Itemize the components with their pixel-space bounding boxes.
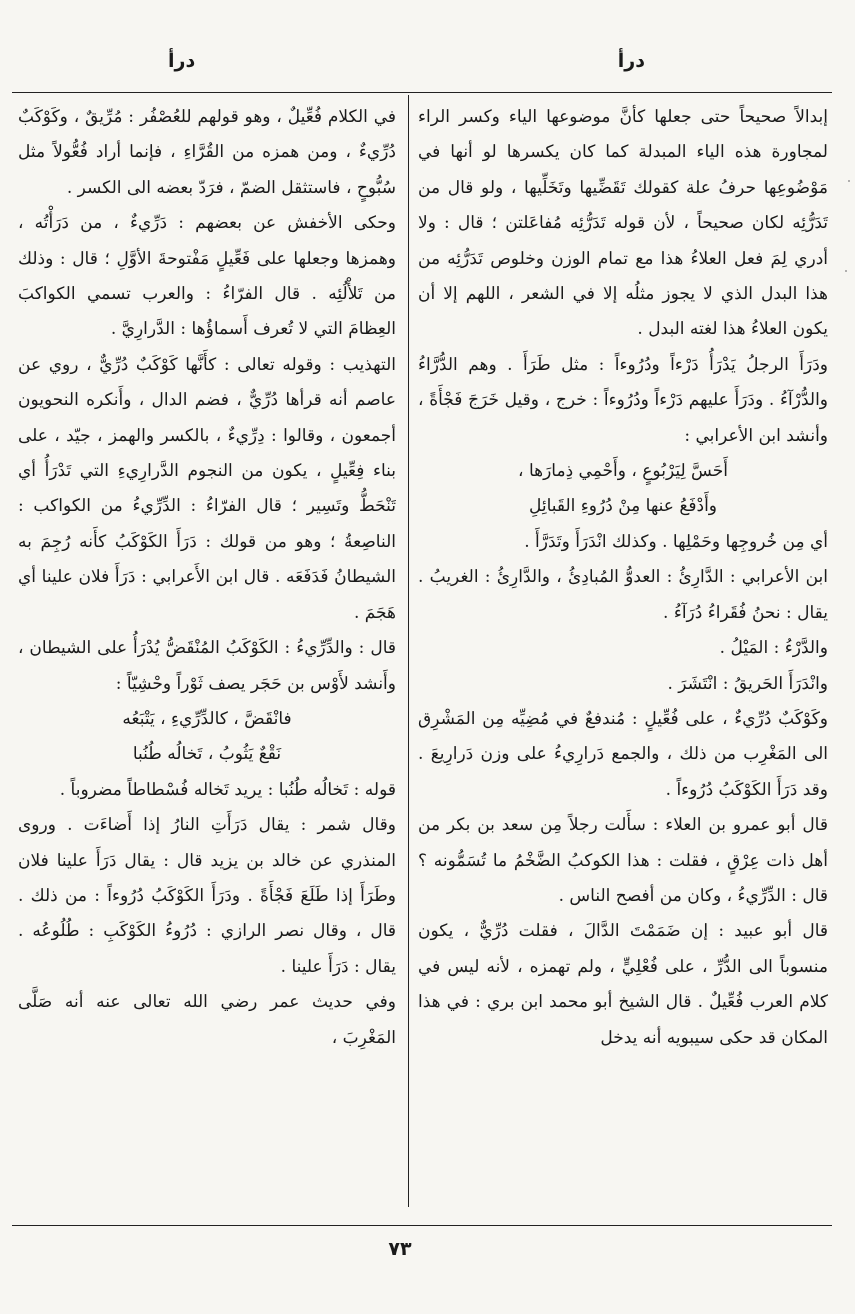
paragraph: في الكلام فُعِّيلٌ ، وهو قولهم للعُصْفُر : مُرِّيقٌ ، وكَوْكَبٌ دُرِّيءٌ ، ومن همزه من القُرَّاءِ ، فإنما أراد فُعُّولاً مثل سُبُّوحٍ ، فاستثقل الضمّ ، فرَدّ بعضه الى الكسر . (18, 107, 396, 198)
paragraph: والدَّرْءُ : المَيْلُ . (719, 638, 828, 659)
verse-line: نَقْعٌ يَثُوبُ ، تَخالُه طُنُبا (132, 744, 282, 765)
header-rule (12, 92, 832, 93)
paragraph: وقال شمر : يقال دَرَأَتِ النارُ إذا أَضاءَت . وروى المنذري عن خالد بن يزيد قال : يقال دَرَأَ علينا فلان وطَرَأَ إذا طَلَعَ فَجْأَةً . ودَرَأَ الكَوْكَبُ دُرُوءاً : من ذلك . قال ، وقال نصر الرازي : دُرُوءُ الكَوْكَبِ : طُلُوعُه . يقال : دَرَأَ علينا . (18, 815, 396, 977)
scan-speck (848, 180, 850, 182)
paragraph: وفي حديث عمر رضي الله تعالى عنه أنه صَلَّى المَغْرِبَ ، (18, 992, 396, 1048)
verse-line: وأَدْفَعُ عنها مِنْ دُرُوءِ القَبائِلِ (528, 496, 718, 517)
paragraph: أي مِن خُروجِها وحَمْلِها . وكذلك انْدَرَأَ وتَدَرَّأَ . (524, 531, 828, 552)
paragraph: التهذيب : وقوله تعالى : كأَنَّها كَوْكَبٌ دُرِّيٌّ ، روي عن عاصم أنه قرأها دُرِّيٌّ ، فضم الدال ، وأَنكره النحويون أجمعون ، وقالوا : دِرِّيءٌ ، بالكسر والهمز ، جيّد ، على بناء فِعِّيلٍ ، يكون من النجوم الدَّرارِيءِ التي تَدْرَأُ أي تَنْحَطُّ وتَسِير ؛ قال الفرّاءُ : الدِّرِّيءُ من الكواكب : الناصِعةُ ؛ وهو من قولك : دَرَأَ الكَوْكَبُ كأَنه رُجِمَ به الشيطانُ فَدَفَعَه . قال ابن الأَعرابي : دَرَأَ فلان علينا أي هَجَمَ . (18, 354, 396, 623)
paragraph: ودَرَأَ الرجلُ يَدْرَأُ دَرْءاً ودُرُوءاً : مثل طَرَأَ . وهم الدُّرَّاءُ والدُّرْآءُ . ودَرَأَ عليهم دَرْءاً ودُرُوءاً : خرج ، وقيل خَرَجَ فَجْأَةً ، وأنشد ابن الأعرابي : (418, 354, 828, 446)
scan-speck (845, 270, 847, 272)
left-column (18, 100, 396, 1210)
paragraph: ابن الأعرابي : الدَّارِئُ : العدوُّ المُبادِئُ ، والدَّارِئُ : الغريبُ . يقال : نحنُ فُقَراءُ دُرَآءُ . (418, 567, 828, 623)
paragraph: وانْدَرَأَ الحَريقُ : انْتَشَرَ . (667, 673, 828, 694)
paragraph: قال أبو عبيد : إن ضَمَمْتَ الدَّالَ ، فقلت دُرِّيٌّ ، يكون منسوباً الى الدُّرِّ ، على فُعْلِيٍّ ، ولم تهمزه ، لأنه ليس في كلام العرب فُعِّيلٌ . قال الشيخ أبو محمد ابن بري : في هذا المكان قد حكى سيبويه أنه يدخل (418, 921, 828, 1048)
running-head-left: درأ (168, 50, 196, 72)
right-column (418, 100, 828, 1210)
verse-line: فانْقَضَّ ، كالدِّرِّيءِ ، يَتْبَعُه (122, 708, 292, 729)
verse-line: أَحَسَّ لِيَرْبُوعٍ ، وأَحْمِي ذِمارَها ، (518, 461, 728, 482)
paragraph: إبدالاً صحيحاً حتى جعلها كأنَّ موضوعها الياء وكسر الراء لمجاورة هذه الياء المبدلة كما كان يكسرها لو أنها في مَوْضُوعِها حرفُ علة كقولك تَقَضِّيها وتَخَلِّيها ، ولو قال من تَدَرُّئِه لكان صحيحاً ، لأن قوله تَدَرُّئِه مُفاعَلتن ؛ قال : ولا أدري لِمَ فعل العلاءُ هذا مع تمام الوزن وخلوص تَدَرُّئِه من هذا البدل الذي لا يجوز مثلُه إلا في الشعر ، اللهم إلا أن يكون العلاءُ هذا لغته البدل . (418, 107, 828, 340)
paragraph: قال : والدِّرِّيءُ : الكَوْكَبُ المُنْقَضُّ يُدْرَأُ على الشيطان ، وأَنشد لأَوْس بن حَجَر يصف ثَوْراً وحْشِيّاً : (18, 638, 396, 694)
page-number: ٧٣ (388, 1238, 412, 1260)
paragraph: وكَوْكَبٌ دُرِّيءٌ ، على فُعِّيلٍ : مُندفعٌ في مُضِيِّه مِن المَشْرِق الى المَغْرِب من ذلك ، والجمع دَرارِيءُ على وزن دَرارِيعَ . وقد دَرَأَ الكَوْكَبُ دُرُوءاً . (418, 708, 828, 800)
running-head-right: درأ (617, 50, 645, 72)
footer-rule (12, 1225, 832, 1226)
paragraph: قوله : تَخالُه طُنُبا : يريد تَخاله فُسْطاطاً مضروباً . (59, 779, 396, 800)
paragraph: وحكى الأخفش عن بعضهم : دَرِّيءٌ ، من دَرَأْتُه ، وهمزها وجعلها على فَعِّيلٍ مَفْتوحةَ الأوَّلِ ؛ قال : وذلك من تَلأْلُئِه . قال الفرّاءُ : والعرب تسمي الكواكبَ العِظامَ التي لا تُعرف أَسماؤُها : الدَّرارِيَّ . (18, 213, 396, 340)
paragraph: قال أبو عمرو بن العلاء : سأَلت رجلاً مِن سعد بن بكر من أهل ذات عِرْقٍ ، فقلت : هذا الكوكبُ الضَّخْمُ ما تُسَمُّونه ؟ قال : الدِّرِّيءُ ، وكان من أفصح الناس . (418, 815, 828, 906)
column-divider (408, 95, 409, 1207)
